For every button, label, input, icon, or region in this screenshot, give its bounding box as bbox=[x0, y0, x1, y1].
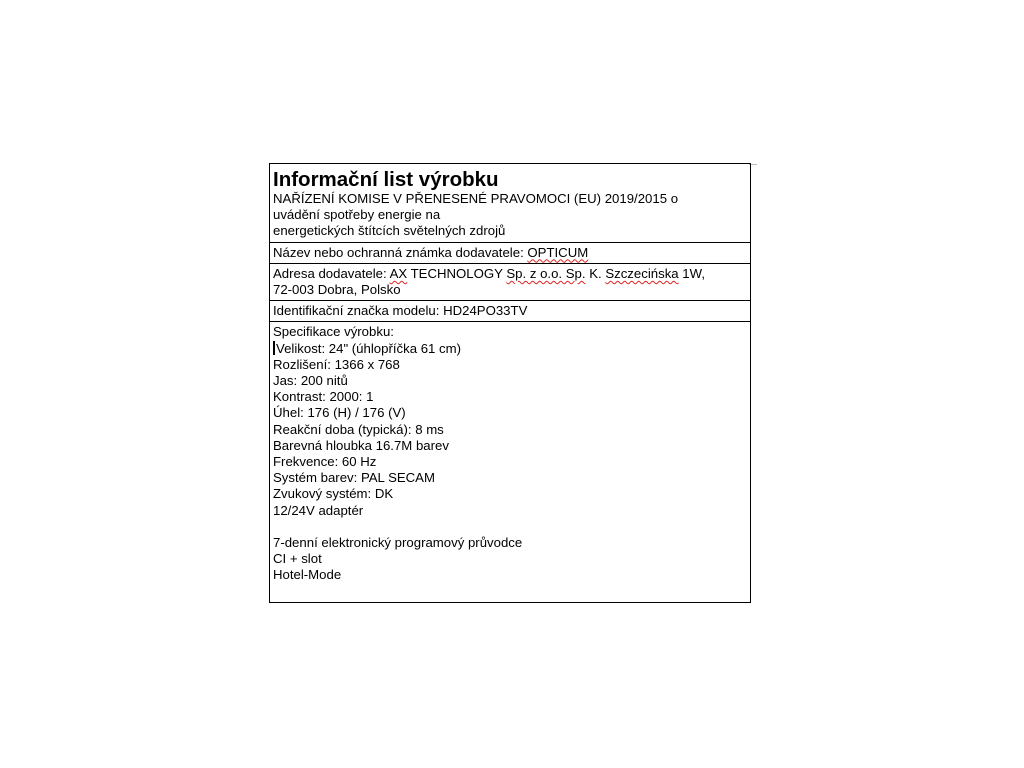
spec-size bbox=[273, 341, 747, 357]
blank-line bbox=[273, 519, 747, 535]
regulation-line-1: NAŘÍZENÍ KOMISE V PŘENESENÉ PRAVOMOCI (EU) 2019/2015 o bbox=[273, 191, 679, 206]
supplier-name-line bbox=[273, 245, 747, 261]
text-cursor bbox=[273, 341, 275, 355]
spec-sound-system: Zvukový systém: DK bbox=[273, 486, 394, 502]
header-cell[interactable] bbox=[270, 164, 750, 243]
regulation-line-2: uvádění spotřeby energie na bbox=[273, 207, 441, 223]
spec-adapter: 12/24V adaptér bbox=[273, 502, 364, 518]
extra-ci-slot: CI + slot bbox=[273, 551, 322, 567]
model-id-cell[interactable] bbox=[270, 301, 750, 322]
extra-epg: 7-denní elektronický programový průvodce bbox=[273, 535, 523, 551]
spec-color-depth: Barevná hloubka 16.7M barev bbox=[273, 437, 449, 453]
spec-angle: Úhel: 176 (H) / 176 (V) bbox=[273, 405, 406, 421]
supplier-address-line-2: 72-003 Dobra, Polsko bbox=[273, 282, 401, 298]
supplier-name-value: OPTICUM bbox=[527, 244, 589, 260]
spec-frequency: Frekvence: 60 Hz bbox=[273, 454, 377, 470]
address-street-number: 1W, bbox=[678, 265, 706, 281]
address-company-prefix: AX bbox=[389, 265, 408, 281]
specifications-cell[interactable] bbox=[270, 322, 750, 603]
supplier-address-cell[interactable] bbox=[270, 264, 750, 301]
address-street-prefix: K. bbox=[585, 265, 606, 281]
address-street-name: Szczecińska bbox=[605, 265, 679, 281]
spec-response-time: Reakční doba (typická): 8 ms bbox=[273, 421, 444, 437]
extra-hotel-mode: Hotel-Mode bbox=[273, 567, 342, 583]
product-info-sheet bbox=[269, 163, 751, 603]
address-company-name: TECHNOLOGY bbox=[407, 265, 507, 281]
supplier-name-label: Název nebo ochranná známka dodavatele: bbox=[273, 244, 528, 260]
spec-color-system: Systém barev: PAL SECAM bbox=[273, 470, 435, 486]
spec-heading: Specifikace výrobku: bbox=[273, 324, 394, 340]
supplier-name-cell[interactable] bbox=[270, 243, 750, 264]
spec-brightness: Jas: 200 nitů bbox=[273, 373, 348, 389]
regulation-line-3: energetických štítcích světelných zdrojů bbox=[273, 223, 506, 239]
model-id-value: HD24PO33TV bbox=[443, 303, 528, 319]
model-id-line bbox=[273, 303, 747, 319]
address-label: Adresa dodavatele: bbox=[273, 265, 390, 281]
spec-resolution: Rozlišení: 1366 x 768 bbox=[273, 356, 400, 372]
spec-contrast: Kontrast: 2000: 1 bbox=[273, 389, 374, 405]
spec-size-text: Velikost: 24" (úhlopříčka 61 cm) bbox=[276, 340, 461, 356]
address-company-form: Sp. z o.o. Sp. bbox=[506, 265, 586, 281]
model-id-label: Identifikační značka modelu: bbox=[273, 303, 444, 319]
supplier-address-line-1 bbox=[273, 266, 747, 282]
sheet-title: Informační list výrobku bbox=[273, 168, 499, 191]
